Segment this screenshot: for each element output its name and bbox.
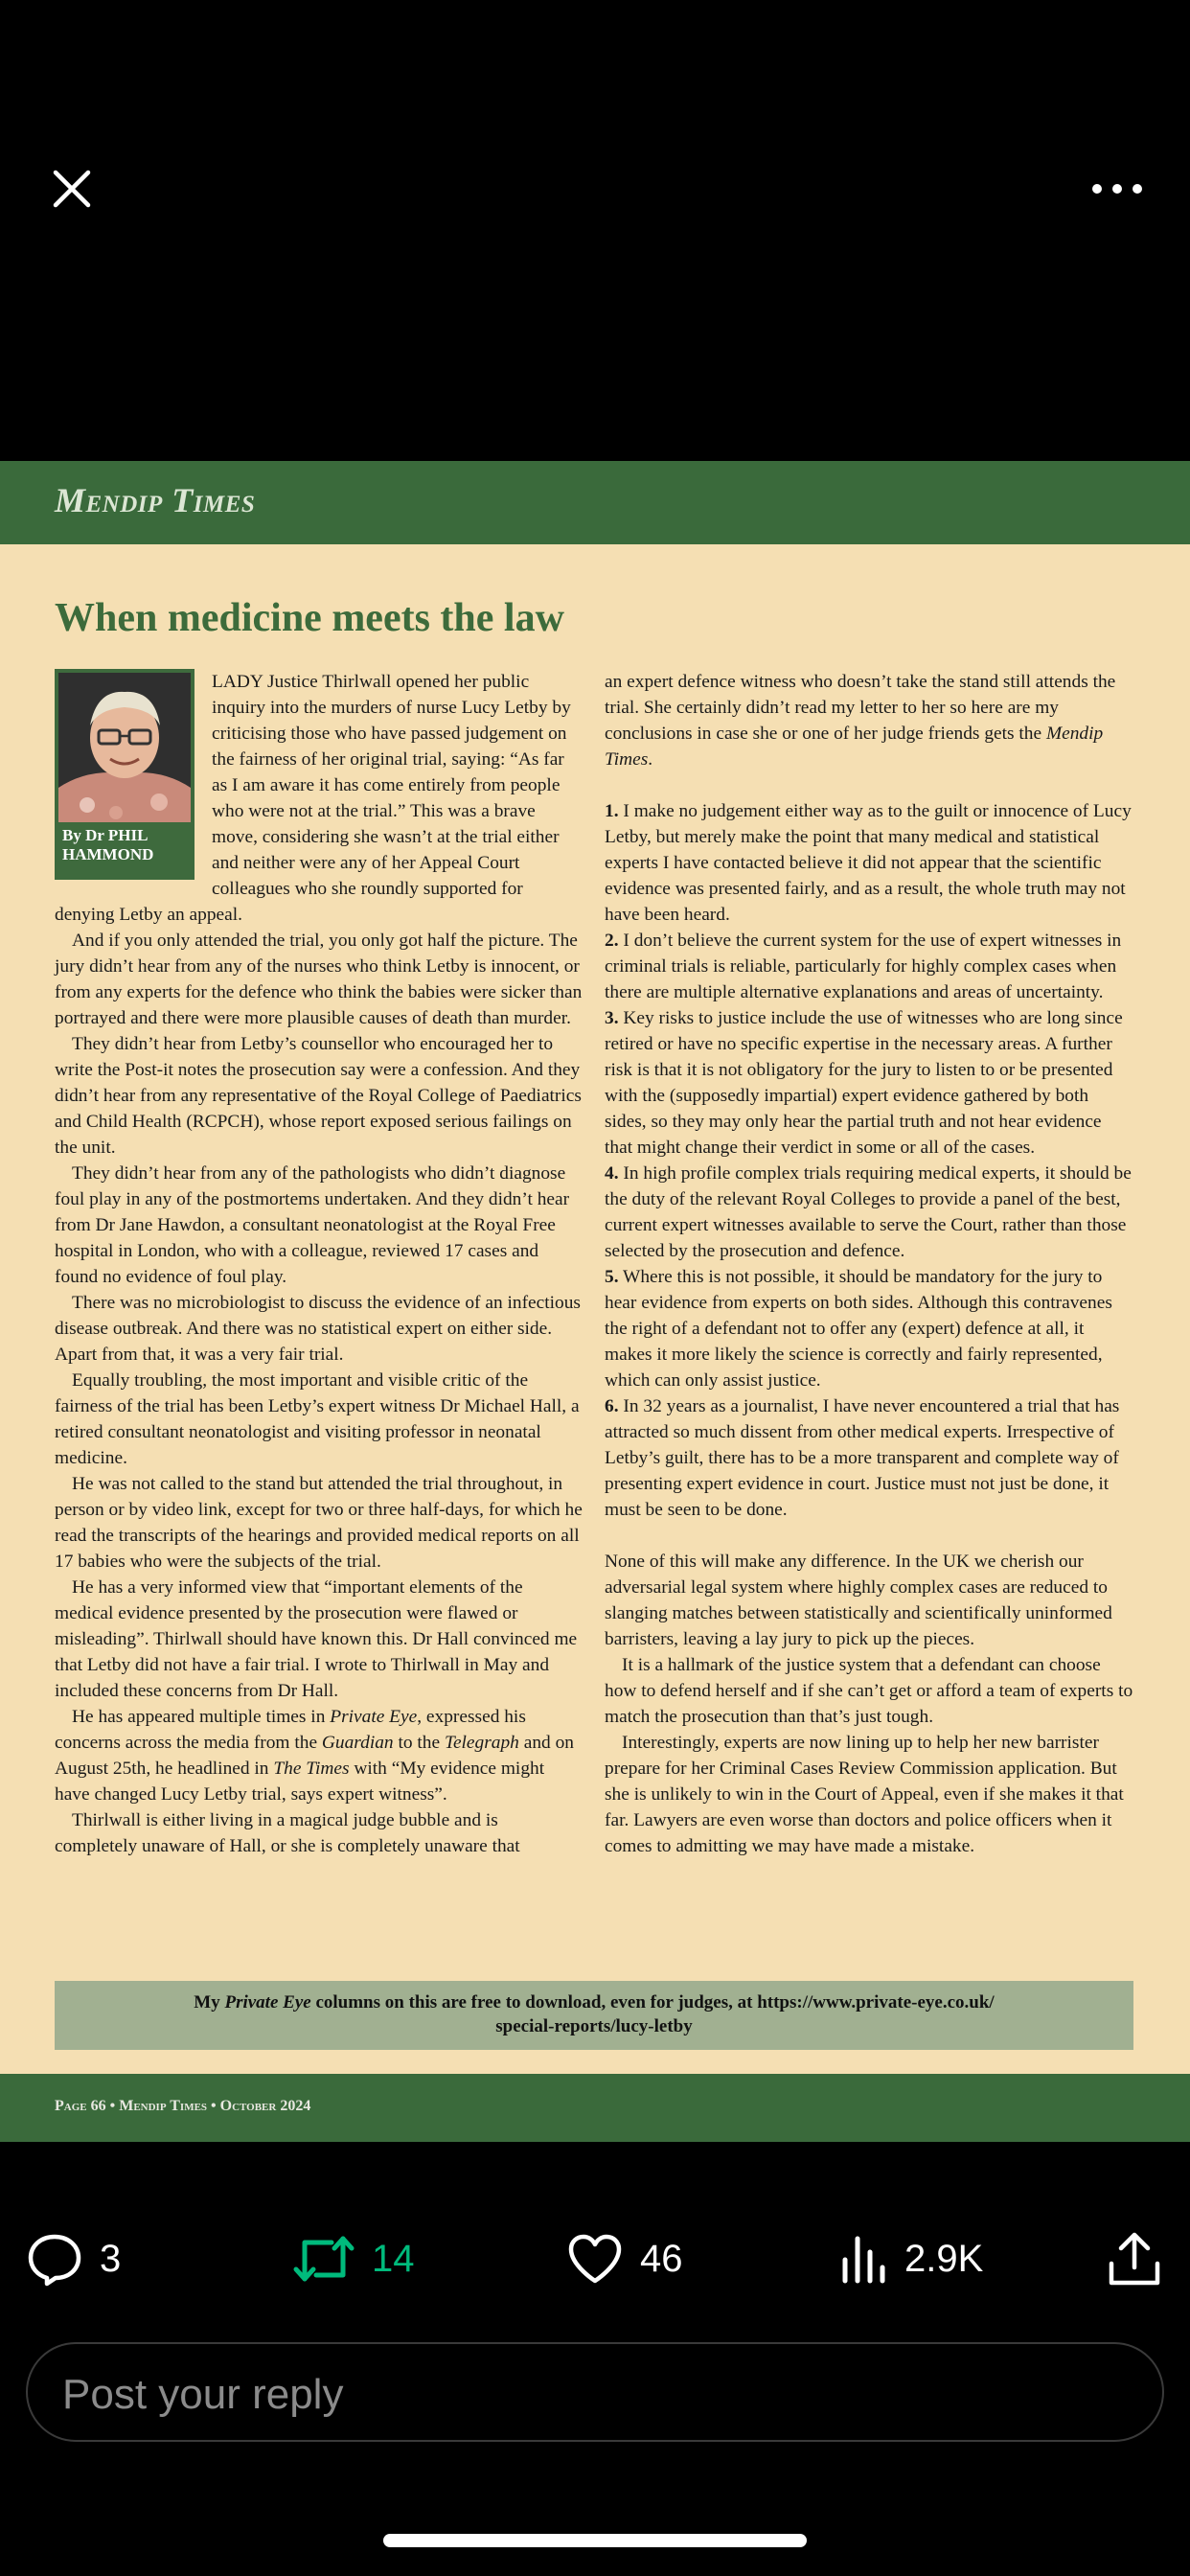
point-number: 4. — [605, 1163, 619, 1184]
text-run: . — [648, 749, 653, 770]
home-indicator[interactable] — [383, 2534, 807, 2547]
callout-box — [55, 1981, 1133, 2050]
text-run: , expressed his concerns across the media from the — [55, 1707, 526, 1753]
point-text: Key risks to justice include the use of witnesses who are long since retired or have no specific expertise in the necessary areas. A further risk is that it is not obligatory for the jury to listen to or be presented with the (supposedly impartial) expert evidence gathered by both sides, so they may only hear the partial truth and not hear evidence that might change their verdict in some or all of the cases. — [605, 1008, 1123, 1158]
article-paragraph: None of this will make any difference. In the UK we cherish our adversarial legal system where highly complex cases are reduced to slanging matches between statistically and scientifically uninformed barristers, leaving a lay jury to pick up the pieces. — [605, 1552, 1112, 1649]
masthead-title: Mendip Times — [55, 481, 256, 519]
article-paragraph: It is a hallmark of the justice system that a defendant can choose how to defend herself and if she can’t get or afford a team of experts to match the prosecution than that’s just tough. — [605, 1655, 1133, 1727]
publication-name: Mendip Times — [605, 724, 1104, 770]
point-text: I don’t believe the current system for the use of expert witnesses in criminal trials is reliable, particularly for highly complex cases when there are multiple alternative explanations and areas of uncertainty. — [605, 931, 1122, 1002]
author-byline: By Dr PHIL HAMMOND — [62, 826, 154, 863]
author-photo — [58, 673, 191, 822]
publication-name: Private Eye — [224, 1992, 311, 2012]
text-run: and on August 25th, he headlined in — [55, 1733, 574, 1779]
point-number: 1. — [605, 801, 619, 821]
text-run: columns on this are free to download, even for judges, at https://www.private-eye.co.uk/ — [310, 1992, 995, 2012]
publication-name: Telegraph — [444, 1733, 519, 1753]
point-text: I make no judgement either way as to the guilt or innocence of Lucy Letby, but merely make the point that many medical and statistical experts I have contacted believe it did not appear that the scientific evidence was presented fairly, and as a result, the whole truth may not have been heard. — [605, 801, 1132, 925]
article-paragraph — [605, 669, 1133, 772]
analytics-icon — [839, 2233, 887, 2285]
share-action[interactable] — [1108, 2225, 1161, 2292]
point-text: In 32 years as a journalist, I have never encountered a trial that has attracted so much dissent from other medical experts. Irrespective of Letby’s guilt, there has to be a more transparent and complete way of presenting expert evidence in court. Justice must not just be done, it must be seen to be done. — [605, 1396, 1120, 1520]
article-paragraph: Interestingly, experts are now lining up to help her new barrister prepare for her Criminal Cases Review Commission application. But she is unlikely to win in the Court of Appeal, even if she makes it that far. Lawyers are even worse than doctors and police officers when it comes to admitting we may have made a mistake. — [605, 1733, 1124, 1856]
like-count: 46 — [640, 2237, 683, 2280]
point-number: 5. — [605, 1267, 619, 1287]
article-paragraph: They didn’t hear from Letby’s counsellor who encouraged her to write the Post-it notes the prosecution say were a confession. And they didn’t hear from any representative of the Royal College of Paediatrics and Child Health (RCPCH), whose report exposed serious failings on the unit. — [55, 1034, 582, 1158]
repost-icon — [293, 2231, 355, 2287]
article-paragraph: There was no microbiologist to discuss the evidence of an infectious disease outbreak. And there was no statistical expert on either side. Apart from that, it was a very fair trial. — [55, 1293, 581, 1365]
reply-icon — [27, 2231, 82, 2287]
text-run: with “My evidence might have changed Lucy Letby trial, says expert witness”. — [55, 1759, 545, 1805]
reply-placeholder: Post your reply — [62, 2371, 344, 2418]
reply-action[interactable] — [27, 2225, 121, 2292]
views-action[interactable] — [839, 2225, 983, 2292]
page-footer-text: Page 66 • Mendip Times • October 2024 — [55, 2098, 311, 2114]
point-number: 3. — [605, 1008, 619, 1028]
article-paragraph: Thirlwall is either living in a magical judge bubble and is completely unaware of Hall, or she is completely unaware that — [55, 1810, 520, 1856]
article-paragraph — [55, 1704, 584, 1807]
point-number: 6. — [605, 1396, 619, 1416]
callout-line — [55, 1990, 1133, 2014]
numbered-point — [605, 1264, 1133, 1393]
article-paragraph: He has a very informed view that “important elements of the medical evidence presented by the prosecution were flawed or misleading”. Thirlwall should have known this. Dr Hall convinced me that Letby did not have a fair trial. I wrote to Thirlwall in May and included these concerns from Dr Hall. — [55, 1577, 578, 1701]
article-image[interactable] — [0, 461, 1190, 2142]
view-count: 2.9K — [904, 2237, 984, 2280]
numbered-point — [605, 1161, 1133, 1264]
article-paragraph: And if you only attended the trial, you only got half the picture. The jury didn’t hear from any of the nurses who think Letby is innocent, or from any experts for the defence who think the babies were sicker than portrayed and there were more plausible causes of death than murder. — [55, 931, 583, 1028]
close-button[interactable] — [48, 165, 96, 213]
article-headline: When medicine meets the law — [55, 596, 564, 640]
point-text: In high profile complex trials requiring medical experts, it should be the duty of the relevant Royal Colleges to provide a panel of the best, current expert witnesses available to serve the Court, rather than those selected by the prosecution and defence. — [605, 1163, 1132, 1261]
repost-count: 14 — [372, 2237, 415, 2280]
media-viewer-topbar — [0, 0, 1190, 460]
heart-icon — [567, 2233, 623, 2285]
article-paragraph: LADY Justice Thirlwall opened her public inquiry into the murders of nurse Lucy Letby by criticising those who have passed judgement on the fairness of her original trial, saying: “As far as I am aware it has come entirely from people who were not at the trial.” This was a brave move, considering she wasn’t at the trial either and neither were any of her Appeal Court colleagues who she roundly supported for denying Letby an appeal. — [55, 672, 571, 925]
publication-name: Private Eye — [330, 1707, 418, 1727]
author-photo-box — [55, 669, 195, 880]
numbered-point — [605, 1005, 1133, 1161]
page-footer-bar — [0, 2074, 1190, 2142]
text-run: He has appeared multiple times in — [72, 1707, 331, 1727]
reply-count: 3 — [100, 2237, 122, 2280]
callout-line: special-reports/lucy-letby — [495, 2016, 693, 2036]
masthead-bar — [0, 461, 1190, 544]
point-text: Where this is not possible, it should be mandatory for the jury to hear evidence from experts on both sides. Although this contravenes the right of a defendant not to offer any (expert) defence at all, it makes it more likely the science is correctly and fairly represented, which can only assist justice. — [605, 1267, 1112, 1391]
numbered-point — [605, 1393, 1133, 1523]
reply-input[interactable] — [26, 2342, 1164, 2442]
publication-name: The Times — [273, 1759, 350, 1779]
article-paragraph: He was not called to the stand but attended the trial throughout, in person or by video link, except for two or three half-days, for which he read the transcripts of the hearings and provided medical reports on all 17 babies who were the subjects of the trial. — [55, 1474, 583, 1572]
point-number: 2. — [605, 931, 619, 951]
more-options-button[interactable] — [1088, 174, 1146, 203]
article-paragraph: They didn’t hear from any of the pathologists who didn’t diagnose foul play in any of the postmortems undertaken. And they didn’t hear from Dr Jane Hawdon, a consultant neonatologist at the Royal Free hospital in London, who with a colleague, reviewed 17 cases and found no evidence of foul play. — [55, 1163, 570, 1287]
post-actions-bar — [0, 2204, 1190, 2319]
repost-action[interactable] — [293, 2225, 415, 2292]
text-run: an expert defence witness who doesn’t take the stand still attends the trial. She certainly didn’t read my letter to her so here are my conclusions in case she or one of her judge friends gets the — [605, 672, 1116, 744]
more-icon — [1088, 174, 1146, 203]
article-paragraph: Equally troubling, the most important and visible critic of the fairness of the trial has been Letby’s expert witness Dr Michael Hall, a retired consultant neonatologist and visiting professor in neonatal medicine. — [55, 1370, 580, 1468]
numbered-point — [605, 928, 1133, 1005]
like-action[interactable] — [567, 2225, 683, 2292]
numbered-point — [605, 798, 1133, 928]
text-run: to the — [393, 1733, 445, 1753]
article-column-right — [605, 669, 1133, 1859]
article-column-left — [55, 669, 584, 1859]
text-run: My — [194, 1992, 225, 2012]
share-icon — [1108, 2231, 1161, 2287]
publication-name: Guardian — [321, 1733, 394, 1753]
close-icon — [48, 165, 96, 213]
